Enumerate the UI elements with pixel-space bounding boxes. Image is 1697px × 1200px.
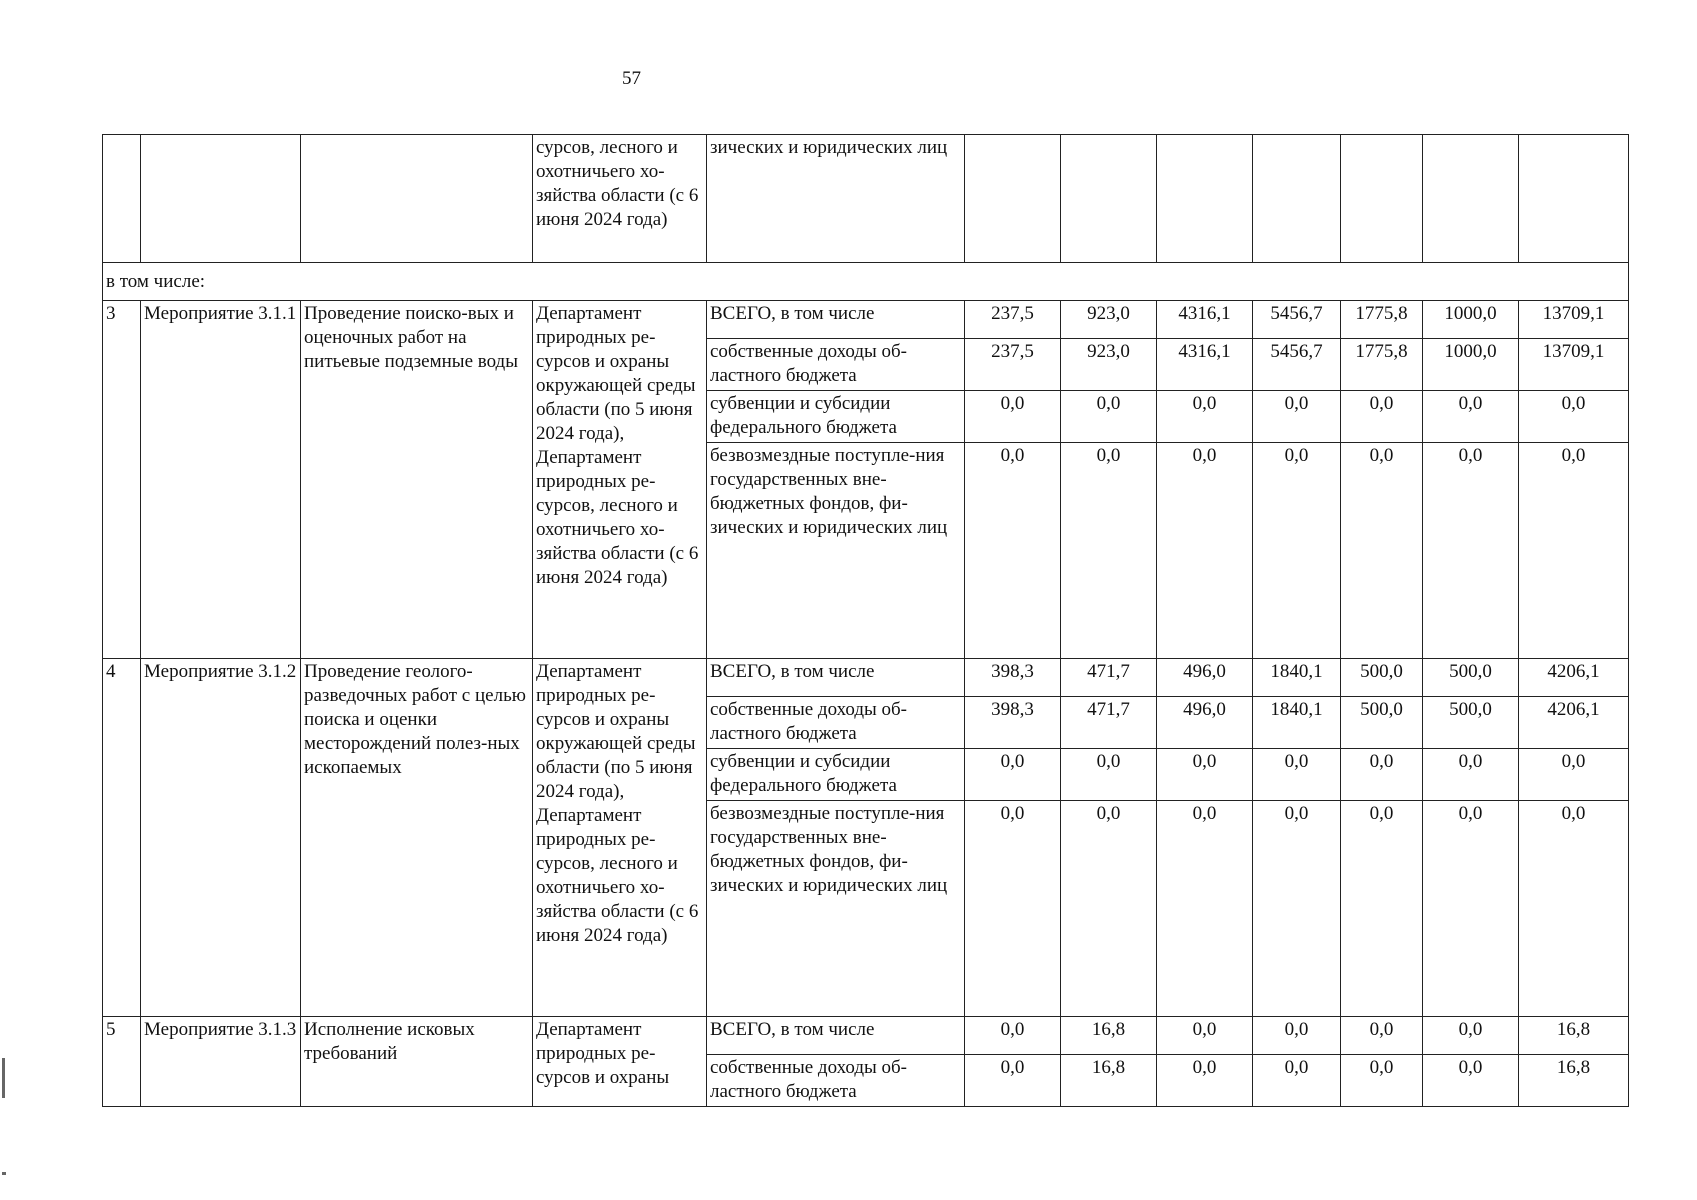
value-cell: 0,0: [1061, 801, 1157, 1017]
value-cell: 0,0: [1253, 1017, 1341, 1055]
value-cell: [1253, 135, 1341, 263]
value-cell: 0,0: [1157, 443, 1253, 659]
value-cell: 496,0: [1157, 659, 1253, 697]
value-cell: 237,5: [965, 339, 1061, 391]
value-cell: 13709,1: [1519, 301, 1629, 339]
value-cell: 1775,8: [1341, 301, 1423, 339]
value-cell: 0,0: [1423, 1017, 1519, 1055]
value-cell: 398,3: [965, 659, 1061, 697]
value-cell: 0,0: [1341, 1055, 1423, 1107]
value-cell: 0,0: [1341, 391, 1423, 443]
executor-cell: Департамент природных ре-сурсов и охраны окружающей среды области (по 5 июня 2024 года), Департамент природных ре-сурсов, лесного и охотничьего хо-зяйства области (с 6 июня 2024 года): [533, 301, 707, 659]
source-cell: субвенции и субсидии федерального бюджета: [707, 391, 965, 443]
value-cell: 0,0: [1519, 749, 1629, 801]
value-cell: 0,0: [1253, 391, 1341, 443]
num-cell: 5: [103, 1017, 141, 1107]
value-cell: 0,0: [1061, 391, 1157, 443]
source-cell: собственные доходы об-ластного бюджета: [707, 697, 965, 749]
section-label: в том числе:: [103, 263, 1629, 301]
section-row: [103, 263, 1629, 301]
source-cell: субвенции и субсидии федерального бюджета: [707, 749, 965, 801]
name-cell: [141, 135, 301, 263]
value-cell: 0,0: [1341, 749, 1423, 801]
description-cell: Исполнение исковых требований: [301, 1017, 533, 1107]
continuation-row: [103, 135, 1629, 263]
value-cell: [1061, 135, 1157, 263]
source-cell: собственные доходы об-ластного бюджета: [707, 1055, 965, 1107]
description-cell: Проведение поиско-вых и оценочных работ на питьевые подземные воды: [301, 301, 533, 659]
value-cell: 0,0: [1157, 1055, 1253, 1107]
page-number: 57: [622, 68, 641, 89]
value-cell: 13709,1: [1519, 339, 1629, 391]
budget-table: [102, 134, 1629, 1107]
value-cell: 1000,0: [1423, 339, 1519, 391]
num-cell: 4: [103, 659, 141, 1017]
scan-edge-mark: [2, 1058, 5, 1098]
value-cell: 0,0: [1423, 749, 1519, 801]
value-cell: 1775,8: [1341, 339, 1423, 391]
scan-edge-mark: [2, 1172, 6, 1175]
source-cell: ВСЕГО, в том числе: [707, 659, 965, 697]
measures-body: [103, 301, 1629, 1107]
value-cell: 0,0: [1253, 443, 1341, 659]
value-cell: 0,0: [1061, 749, 1157, 801]
value-cell: 4316,1: [1157, 301, 1253, 339]
value-cell: [1157, 135, 1253, 263]
value-cell: [1519, 135, 1629, 263]
description-cell: Проведение геолого-разведочных работ с целью поиска и оценки месторождений полез-ных ископаемых: [301, 659, 533, 1017]
name-cell: Мероприятие 3.1.3: [141, 1017, 301, 1107]
value-cell: 0,0: [1341, 801, 1423, 1017]
value-cell: 0,0: [1423, 801, 1519, 1017]
value-cell: 923,0: [1061, 339, 1157, 391]
value-cell: 0,0: [1341, 1017, 1423, 1055]
value-cell: 923,0: [1061, 301, 1157, 339]
source-cell: ВСЕГО, в том числе: [707, 301, 965, 339]
value-cell: 0,0: [965, 391, 1061, 443]
value-cell: 0,0: [965, 443, 1061, 659]
value-cell: 1840,1: [1253, 697, 1341, 749]
value-cell: 0,0: [965, 749, 1061, 801]
value-cell: 0,0: [1253, 749, 1341, 801]
value-cell: 0,0: [1423, 443, 1519, 659]
value-cell: 16,8: [1061, 1055, 1157, 1107]
value-cell: [1423, 135, 1519, 263]
executor-cell: Департамент природных ре-сурсов и охраны: [533, 1017, 707, 1107]
source-cell: ВСЕГО, в том числе: [707, 1017, 965, 1055]
value-cell: 0,0: [1423, 391, 1519, 443]
value-cell: [965, 135, 1061, 263]
value-cell: 496,0: [1157, 697, 1253, 749]
value-cell: 5456,7: [1253, 339, 1341, 391]
value-cell: 4206,1: [1519, 659, 1629, 697]
value-cell: [1341, 135, 1423, 263]
value-cell: 500,0: [1341, 697, 1423, 749]
value-cell: 0,0: [1157, 1017, 1253, 1055]
value-cell: 471,7: [1061, 659, 1157, 697]
value-cell: 500,0: [1423, 659, 1519, 697]
value-cell: 0,0: [965, 1055, 1061, 1107]
name-cell: Мероприятие 3.1.1: [141, 301, 301, 659]
value-cell: 0,0: [1519, 801, 1629, 1017]
value-cell: 0,0: [965, 801, 1061, 1017]
source-cell: безвозмездные поступле-ния государственных вне-бюджетных фондов, фи-зических и юридических лиц: [707, 801, 965, 1017]
value-cell: 4316,1: [1157, 339, 1253, 391]
value-cell: 0,0: [1423, 1055, 1519, 1107]
table-row: [103, 301, 1629, 339]
value-cell: 398,3: [965, 697, 1061, 749]
value-cell: 0,0: [1157, 749, 1253, 801]
value-cell: 471,7: [1061, 697, 1157, 749]
value-cell: 500,0: [1341, 659, 1423, 697]
num-cell: [103, 135, 141, 263]
table-row: [103, 1017, 1629, 1055]
value-cell: 0,0: [1157, 391, 1253, 443]
source-cell: безвозмездные поступле-ния государственных вне-бюджетных фондов, фи-зических и юридических лиц: [707, 443, 965, 659]
num-cell: 3: [103, 301, 141, 659]
value-cell: 0,0: [1341, 443, 1423, 659]
value-cell: 0,0: [1061, 443, 1157, 659]
value-cell: 1840,1: [1253, 659, 1341, 697]
value-cell: 16,8: [1519, 1017, 1629, 1055]
source-cell: зических и юридических лиц: [707, 135, 965, 263]
value-cell: 0,0: [1253, 801, 1341, 1017]
value-cell: 500,0: [1423, 697, 1519, 749]
source-cell: собственные доходы об-ластного бюджета: [707, 339, 965, 391]
value-cell: 0,0: [965, 1017, 1061, 1055]
value-cell: 237,5: [965, 301, 1061, 339]
value-cell: 1000,0: [1423, 301, 1519, 339]
value-cell: 0,0: [1253, 1055, 1341, 1107]
value-cell: 16,8: [1061, 1017, 1157, 1055]
executor-cell: сурсов, лесного и охотничьего хо-зяйства области (с 6 июня 2024 года): [533, 135, 707, 263]
value-cell: 4206,1: [1519, 697, 1629, 749]
name-cell: Мероприятие 3.1.2: [141, 659, 301, 1017]
value-cell: 5456,7: [1253, 301, 1341, 339]
value-cell: 0,0: [1157, 801, 1253, 1017]
executor-cell: Департамент природных ре-сурсов и охраны окружающей среды области (по 5 июня 2024 года), Департамент природных ре-сурсов, лесного и охотничьего хо-зяйства области (с 6 июня 2024 года): [533, 659, 707, 1017]
value-cell: 16,8: [1519, 1055, 1629, 1107]
description-cell: [301, 135, 533, 263]
value-cell: 0,0: [1519, 443, 1629, 659]
table-row: [103, 659, 1629, 697]
value-cell: 0,0: [1519, 391, 1629, 443]
